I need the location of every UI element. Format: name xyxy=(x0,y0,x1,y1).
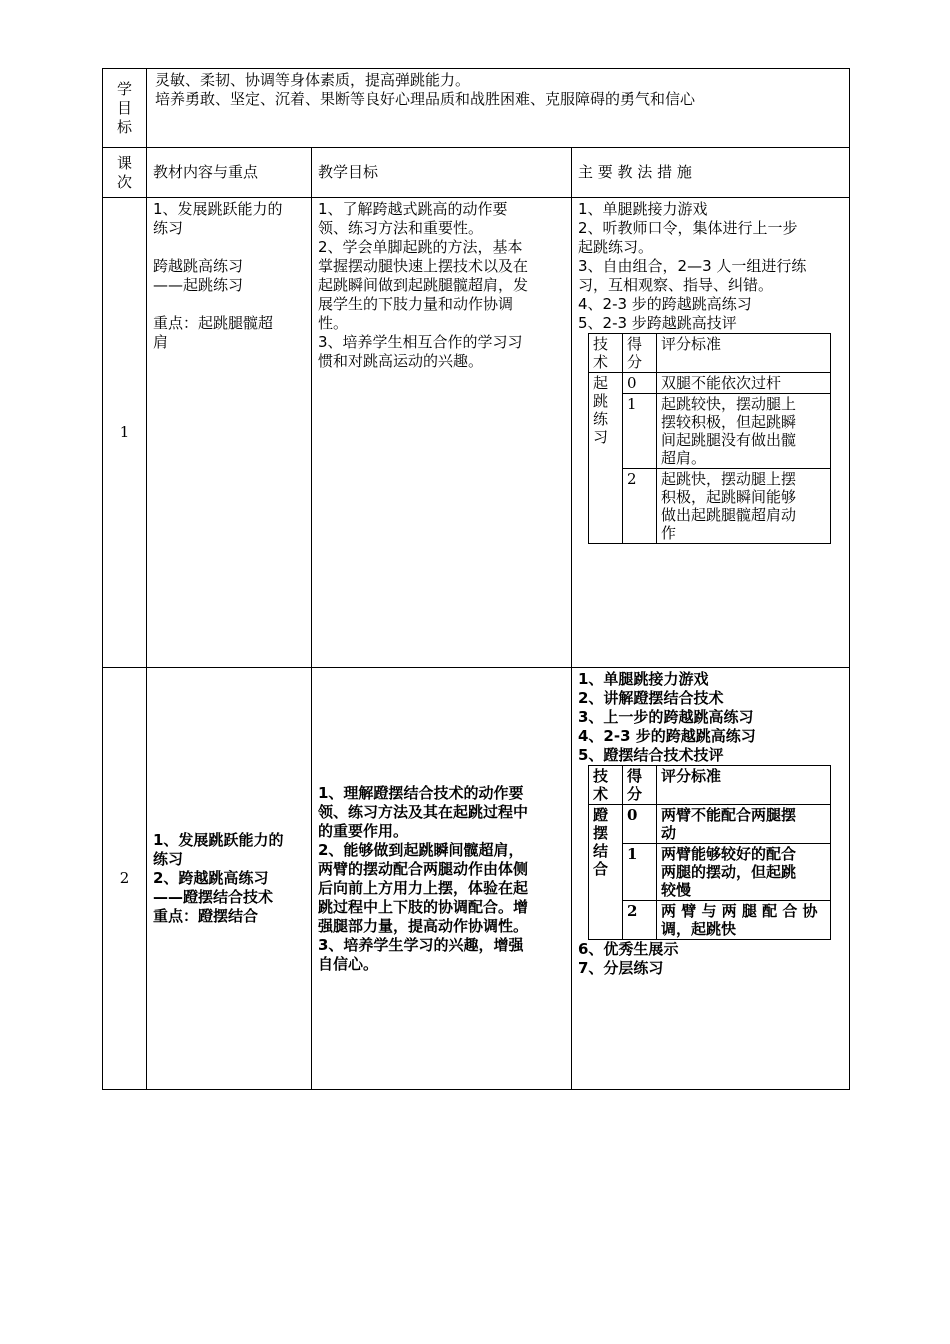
eval-header-char: 分 xyxy=(627,353,643,371)
eval-std xyxy=(657,901,831,940)
lesson-1-number: 1 xyxy=(103,198,147,668)
method-line: 6、优秀生展示 xyxy=(578,940,679,958)
eval-tech-char: 合 xyxy=(593,860,609,878)
objective-line: 自信心。 xyxy=(318,954,379,973)
content-line: 重点：起跳腿髋超 xyxy=(153,314,274,332)
objective-line: 惯和对跳高运动的兴趣。 xyxy=(318,352,484,370)
eval-tech-header xyxy=(589,766,623,805)
method-line: 习，互相观察、指导、纠错。 xyxy=(578,276,774,294)
eval-std-line: 间起跳腿没有做出髋 xyxy=(661,431,797,449)
goal-row xyxy=(103,69,850,148)
eval-row xyxy=(589,373,831,394)
objective-line: 领、练习方法和重要性。 xyxy=(318,219,484,237)
eval-tech-char: 蹬 xyxy=(593,806,609,824)
eval-score: 2 xyxy=(623,469,657,544)
method-line: 5、2-3 步跨越跳高技评 xyxy=(578,314,737,332)
header-row xyxy=(103,148,850,198)
content-line: 1、发展跳跃能力的 xyxy=(153,200,283,218)
eval-std-line: 两腿的摆动，但起跳 xyxy=(661,863,797,881)
eval-std-line: 起跳较快，摆动腿上 xyxy=(661,395,797,413)
methods-header: 主 要 教 法 措 施 xyxy=(572,148,850,198)
lesson-2-content xyxy=(147,668,312,1090)
objective-line: 3、培养学生学习的兴趣，增强 xyxy=(318,935,524,954)
eval-std-header: 评分标准 xyxy=(657,766,831,805)
eval-row xyxy=(589,805,831,844)
eval-tech-cell xyxy=(589,805,623,940)
content-line: 肩 xyxy=(153,333,169,351)
eval-std-line: 两臂能够较好的配合 xyxy=(661,845,797,863)
objective-line: 跳过程中上下肢的协调配合。增 xyxy=(318,897,529,916)
method-line: 1、单腿跳接力游戏 xyxy=(578,200,708,218)
eval-std xyxy=(657,805,831,844)
content-line: 练习 xyxy=(153,850,184,868)
eval-row xyxy=(589,901,831,940)
content-line: 2、跨越跳高练习 xyxy=(153,869,269,887)
objective-line: 领、练习方法及其在起跳过程中 xyxy=(318,802,529,821)
eval-header-char: 得 xyxy=(627,767,643,785)
method-line: 3、自由组合，2—3 人一组进行练 xyxy=(578,257,807,275)
eval-tech-cell xyxy=(589,373,623,544)
eval-std-header: 评分标准 xyxy=(657,334,831,373)
eval-std-line: 两臂不能配合两腿摆 xyxy=(661,806,797,824)
eval-std xyxy=(657,394,831,469)
lesson-1-eval-table xyxy=(588,333,831,544)
goal-header-char: 目 xyxy=(116,98,132,117)
eval-score: 0 xyxy=(623,373,657,394)
method-line: 1、单腿跳接力游戏 xyxy=(578,670,709,688)
goal-header-char: 标 xyxy=(116,117,132,136)
objective-line: 后向前上方用力上摆，体验在起 xyxy=(318,878,529,897)
method-line: 起跳练习。 xyxy=(578,238,654,256)
content-header: 教材内容与重点 xyxy=(147,148,312,198)
eval-tech-char: 习 xyxy=(593,428,609,446)
objective-line: 强腿部力量，提高动作协调性。 xyxy=(318,916,529,935)
lesson-plan-table xyxy=(102,68,850,1090)
eval-score: 0 xyxy=(623,805,657,844)
eval-std-line: 动 xyxy=(661,824,677,842)
eval-std-line: 两 臂 与 两 腿 配 合 协 xyxy=(661,902,818,920)
content-line: ——起跳练习 xyxy=(153,276,244,294)
eval-std-line: 摆较积极，但起跳瞬 xyxy=(661,413,797,431)
goal-line: 灵敏、柔韧、协调等身体素质，提高弹跳能力。 xyxy=(155,71,471,89)
method-line: 2、听教师口令，集体进行上一步 xyxy=(578,219,798,237)
eval-row xyxy=(589,469,831,544)
eval-tech-char: 结 xyxy=(593,842,609,860)
content-line: 练习 xyxy=(153,219,184,237)
lesson-1-methods xyxy=(572,198,850,668)
eval-tech-header xyxy=(589,334,623,373)
goal-line: 培养勇敢、坚定、沉着、果断等良好心理品质和战胜困难、克服障碍的勇气和信心 xyxy=(155,90,696,108)
method-line: 2、讲解蹬摆结合技术 xyxy=(578,689,724,707)
objective-line: 性。 xyxy=(318,314,349,332)
lesson-2-eval-table xyxy=(588,765,831,940)
eval-score: 1 xyxy=(623,844,657,901)
eval-header-char: 术 xyxy=(593,785,609,803)
eval-header-row xyxy=(589,766,831,805)
objective-line: 3、培养学生相互合作的学习习 xyxy=(318,333,523,351)
eval-header-row xyxy=(589,334,831,373)
goal-content-cell xyxy=(147,69,850,148)
content-line: 跨越跳高练习 xyxy=(153,257,244,275)
objective-header: 教学目标 xyxy=(312,148,572,198)
lesson-header-char: 课 xyxy=(116,153,132,172)
objective-line: 1、理解蹬摆结合技术的动作要 xyxy=(318,783,524,802)
lesson-2-row xyxy=(103,668,850,1090)
eval-row xyxy=(589,394,831,469)
eval-tech-char: 摆 xyxy=(593,824,609,842)
content-line: 重点：蹬摆结合 xyxy=(153,907,259,925)
method-line: 4、2-3 步的跨越跳高练习 xyxy=(578,295,752,313)
lesson-2-methods xyxy=(572,668,850,1090)
lesson-1-content xyxy=(147,198,312,668)
eval-score-header xyxy=(623,334,657,373)
objective-line: 起跳瞬间做到起跳腿髋超肩，发 xyxy=(318,276,529,294)
eval-std xyxy=(657,844,831,901)
goal-header-cell xyxy=(103,69,147,148)
goal-header-char: 学 xyxy=(116,79,132,98)
objective-line: 两臂的摆动配合两腿动作由体侧 xyxy=(318,859,529,878)
eval-std-line: 做出起跳腿髋超肩动 xyxy=(661,506,797,524)
content-line: ——蹬摆结合技术 xyxy=(153,888,274,906)
eval-std-line: 调，起跳快 xyxy=(661,920,737,938)
eval-std xyxy=(657,469,831,544)
eval-header-char: 分 xyxy=(627,785,643,803)
eval-header-char: 得 xyxy=(627,335,643,353)
eval-std-line: 双腿不能依次过杆 xyxy=(661,374,782,392)
content-line: 1、发展跳跃能力的 xyxy=(153,831,284,849)
eval-score-header xyxy=(623,766,657,805)
objective-line: 2、能够做到起跳瞬间髋超肩， xyxy=(318,840,524,859)
lesson-number-header xyxy=(103,148,147,198)
objective-line: 的重要作用。 xyxy=(318,821,409,840)
eval-tech-char: 练 xyxy=(593,410,609,428)
method-line: 7、分层练习 xyxy=(578,959,664,977)
eval-std-line: 积极，起跳瞬间能够 xyxy=(661,488,797,506)
eval-header-char: 技 xyxy=(593,335,609,353)
method-line: 5、蹬摆结合技术技评 xyxy=(578,746,724,764)
eval-std-line: 作 xyxy=(661,524,677,542)
eval-header-char: 技 xyxy=(593,767,609,785)
objective-line: 2、学会单脚起跳的方法，基本 xyxy=(318,238,523,256)
eval-tech-char: 起 xyxy=(593,374,609,392)
eval-std xyxy=(657,373,831,394)
eval-std-line: 起跳快，摆动腿上摆 xyxy=(661,470,797,488)
method-line: 4、2-3 步的跨越跳高练习 xyxy=(578,727,756,745)
method-line: 3、上一步的跨越跳高练习 xyxy=(578,708,754,726)
lesson-2-number: 2 xyxy=(103,668,147,1090)
objective-line: 展学生的下肢力量和动作协调 xyxy=(318,295,514,313)
lesson-2-objective xyxy=(312,668,572,1090)
eval-header-char: 术 xyxy=(593,353,609,371)
objective-line: 掌握摆动腿快速上摆技术以及在 xyxy=(318,257,529,275)
eval-tech-char: 跳 xyxy=(593,392,609,410)
eval-row xyxy=(589,844,831,901)
objective-line: 1、了解跨越式跳高的动作要 xyxy=(318,200,508,218)
lesson-1-row xyxy=(103,198,850,668)
eval-std-line: 较慢 xyxy=(661,881,692,899)
lesson-1-objective xyxy=(312,198,572,668)
eval-score: 1 xyxy=(623,394,657,469)
lesson-header-char: 次 xyxy=(116,172,132,191)
eval-score: 2 xyxy=(623,901,657,940)
eval-std-line: 超肩。 xyxy=(661,449,707,467)
